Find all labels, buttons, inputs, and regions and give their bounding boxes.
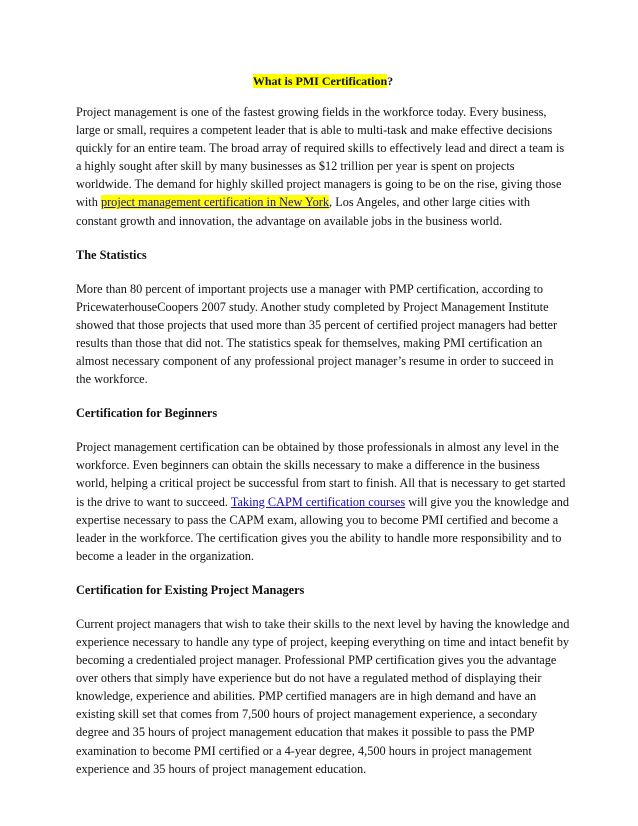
heading-existing-managers: Certification for Existing Project Managers: [76, 582, 305, 597]
statistics-paragraph: More than 80 percent of important projects use a manager with PMP certification, according to PricewaterhouseCoopers 2007 study. Another study completed by Project Management Institute showed that those projects that used more than 35 percent of certified project managers had better results than those that did not. The statistics speak for themselves, making PMI certification an almost necessary component of any professional project manager’s resume in order to succeed in the workforce.: [76, 281, 558, 387]
beginners-text-before-link: Project management certification can be obtained by those professionals in almost any level in the workforce. Even beginners can obtain the skills necessary to make a difference in the business world, helping a critical project be successful from start to finish. All that is necessary to get started is the drive to want to succeed.: [76, 440, 566, 509]
heading-beginners: Certification for Beginners: [76, 406, 218, 421]
intro-paragraph: [76, 103, 570, 230]
beginners-paragraph: [76, 438, 570, 565]
document-page: [76, 72, 570, 794]
intro-text-after-link: , Los Angeles, and other large cities with constant growth and innovation, the advantage on available jobs in the business world.: [76, 195, 530, 228]
capm-courses-link[interactable]: Taking CAPM certification courses: [230, 494, 406, 509]
page-title: [76, 72, 570, 90]
beginners-text-after-link: will give you the knowledge and expertise necessary to pass the CAPM exam, allowing you to become PMI certified and become a leader in the workforce. The certification gives you the ability to handle more responsibility and to become a leader in the organization.: [76, 494, 570, 563]
intro-text-before-link: Project management is one of the fastest growing fields in the workforce today. Every business, large or small, requires a competent leader that is able to multi-task and make effective decisions quickly for an entire team. The broad array of required skills to effectively lead and direct a team is a highly sought after skill by many businesses as $12 trillion per year is spent on projects worldwide. The demand for highly skilled project managers is going to be on the rise, giving those with: [76, 105, 565, 210]
existing-managers-paragraph: Current project managers that wish to take their skills to the next level by having the knowledge and experience necessary to handle any type of project, keeping everything on time and intact benefit by becoming a credentialed project manager. Professional PMP certification gives you the advantage over others that simply have experience but do not have a regulated method of displaying their knowledge, experience and abilities. PMP certified managers are in high demand and have an existing skill set that comes from 7,500 hours of project management experience, a secondary degree and 35 hours of project management education that makes it possible to pass the PMP examination to become PMI certified or a 4-year degree, 4,500 hours in project management experience and 35 hours of project management education.: [76, 616, 570, 776]
title-highlighted-text: What is PMI Certification: [252, 74, 388, 88]
heading-statistics: The Statistics: [76, 247, 147, 262]
pmc-new-york-link[interactable]: project management certification in New York: [100, 195, 330, 210]
title-suffix: ?: [387, 74, 394, 88]
